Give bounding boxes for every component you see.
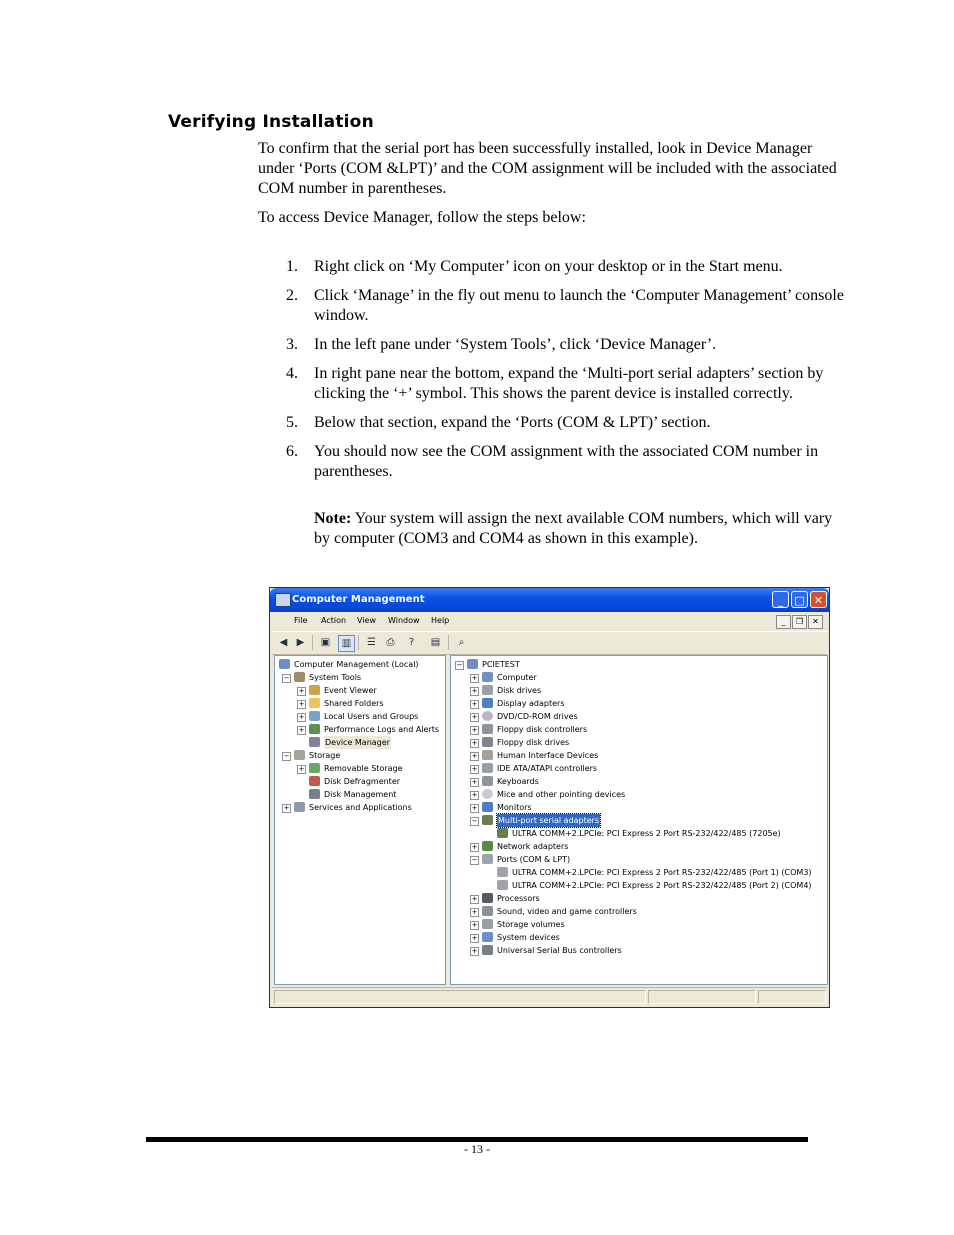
tree-item-label: Human Interface Devices xyxy=(497,751,599,760)
device-manager-icon xyxy=(309,737,320,747)
tree-item-label: ULTRA COMM+2.LPCIe: PCI Express 2 Port RS-232/422/485 (7205e) xyxy=(512,829,781,838)
port-icon xyxy=(497,880,508,890)
expand-icon[interactable]: + xyxy=(471,778,478,786)
computer-management-window xyxy=(269,587,830,1008)
tree-item-label: Sound, video and game controllers xyxy=(497,907,637,916)
print-icon[interactable]: ⎙ xyxy=(386,637,395,648)
services-icon xyxy=(294,802,305,812)
expand-icon[interactable]: + xyxy=(471,804,478,812)
list-item xyxy=(258,364,848,404)
access-paragraph: To access Device Manager, follow the steps below: xyxy=(258,209,586,226)
tree-item-label: Ports (COM & LPT) xyxy=(497,855,571,864)
tree-item-label: Keyboards xyxy=(497,777,539,786)
expand-icon[interactable]: + xyxy=(471,843,478,851)
storage-icon xyxy=(294,750,305,760)
note-text: Your system will assign the next available COM numbers, which will vary by computer (COM3 and COM4 as shown in this example). xyxy=(314,510,833,547)
tree-item-label: Floppy disk controllers xyxy=(497,725,588,734)
expand-icon[interactable]: + xyxy=(471,687,478,695)
note-paragraph xyxy=(314,509,849,549)
collapse-icon[interactable]: − xyxy=(471,856,478,864)
expand-icon[interactable]: + xyxy=(298,726,305,734)
serial-adapter-icon xyxy=(482,815,493,825)
properties-icon[interactable]: ☰ xyxy=(367,637,376,648)
close-button[interactable]: ✕ xyxy=(810,591,827,608)
mdi-controls xyxy=(776,615,823,629)
tree-item-label: Monitors xyxy=(497,803,532,812)
storage-volume-icon xyxy=(482,919,493,929)
list-item xyxy=(258,335,848,355)
collapse-icon[interactable]: − xyxy=(471,817,478,825)
computer-icon xyxy=(279,659,290,669)
expand-icon[interactable]: + xyxy=(471,934,478,942)
expand-icon[interactable]: + xyxy=(471,739,478,747)
disk-icon xyxy=(482,685,493,695)
toolbar xyxy=(272,631,827,655)
expand-icon[interactable]: + xyxy=(471,700,478,708)
step-text: Click ‘Manage’ in the fly out menu to launch the ‘Computer Management’ console window. xyxy=(314,287,844,324)
tree-item-label: DVD/CD-ROM drives xyxy=(497,712,578,721)
list-item xyxy=(258,413,848,433)
step-number: 6. xyxy=(286,443,298,460)
usb-icon xyxy=(482,945,493,955)
tree-item-label: Disk Management xyxy=(324,790,397,799)
steps-list xyxy=(258,257,848,491)
tree-item-label: Computer xyxy=(497,673,537,682)
mdi-minimize-button[interactable]: _ xyxy=(776,615,791,629)
tree-item-label: Removable Storage xyxy=(324,764,403,773)
title-bar xyxy=(270,588,829,612)
step-text: Right click on ‘My Computer’ icon on your desktop or in the Start menu. xyxy=(314,258,783,275)
collapse-icon[interactable]: − xyxy=(283,674,290,682)
tree-item-label: Computer Management (Local) xyxy=(294,660,419,669)
status-segment xyxy=(648,990,756,1004)
event-viewer-icon xyxy=(309,685,320,695)
users-icon xyxy=(309,711,320,721)
show-hide-pane-icon[interactable]: ▤ xyxy=(430,637,441,648)
port-icon xyxy=(497,867,508,877)
tree-item-label: Universal Serial Bus controllers xyxy=(497,946,622,955)
computer-management-icon xyxy=(275,593,291,607)
dvd-icon xyxy=(482,711,493,721)
step-number: 2. xyxy=(286,287,298,304)
serial-adapter-icon xyxy=(497,828,508,838)
page-number: - 13 - xyxy=(464,1142,490,1156)
status-segment xyxy=(274,990,646,1004)
expand-icon[interactable]: + xyxy=(471,895,478,903)
tree-item-label: Multi-port serial adapters xyxy=(498,816,600,825)
tools-icon xyxy=(294,672,305,682)
status-bar xyxy=(272,987,827,1005)
tree-item-label: PCIETEST xyxy=(482,660,520,669)
show-hide-tree-icon[interactable]: ▥ xyxy=(338,635,355,652)
menu-help[interactable]: Help xyxy=(431,616,450,625)
expand-icon[interactable]: + xyxy=(471,921,478,929)
keyboard-icon xyxy=(482,776,493,786)
tree-item-label: Floppy disk drives xyxy=(497,738,570,747)
collapse-icon[interactable]: − xyxy=(283,752,290,760)
menu-action[interactable]: Action xyxy=(321,616,347,625)
step-number: 1. xyxy=(286,258,298,275)
tree-item-label: Mice and other pointing devices xyxy=(497,790,626,799)
scan-hardware-icon[interactable]: ⌕ xyxy=(458,637,465,648)
computer-icon xyxy=(467,659,478,669)
expand-icon[interactable]: + xyxy=(471,908,478,916)
expand-icon[interactable]: + xyxy=(471,752,478,760)
disk-management-icon xyxy=(309,789,320,799)
step-text: Below that section, expand the ‘Ports (COM & LPT)’ section. xyxy=(314,414,711,431)
tree-item-label: Device Manager xyxy=(325,738,390,747)
menu-bar xyxy=(272,612,827,630)
expand-icon[interactable]: + xyxy=(471,791,478,799)
back-icon[interactable]: ◀ xyxy=(279,637,288,648)
expand-icon[interactable]: + xyxy=(283,804,290,812)
mdi-close-button[interactable]: ✕ xyxy=(808,615,823,629)
expand-icon[interactable]: + xyxy=(471,726,478,734)
console-tree-pane xyxy=(274,655,446,985)
list-item xyxy=(258,442,848,482)
list-item xyxy=(258,286,848,326)
step-text: You should now see the COM assignment with the associated COM number in parentheses. xyxy=(314,443,819,480)
step-number: 5. xyxy=(286,414,298,431)
step-text: In the left pane under ‘System Tools’, click ‘Device Manager’. xyxy=(314,336,717,353)
computer-icon xyxy=(482,672,493,682)
intro-paragraph: To confirm that the serial port has been successfully installed, look in Device Manager under ‘Ports (COM &LPT)’ and the COM assignment will be included with the associated COM number in parentheses. xyxy=(258,140,837,197)
port-icon xyxy=(482,854,493,864)
list-item xyxy=(258,257,848,277)
maximize-button[interactable]: □ xyxy=(791,591,808,608)
processor-icon xyxy=(482,893,493,903)
expand-icon[interactable]: + xyxy=(471,765,478,773)
device-tree-pane xyxy=(450,655,828,985)
expand-icon[interactable]: + xyxy=(471,947,478,955)
expand-icon[interactable]: + xyxy=(298,765,305,773)
toolbar-divider xyxy=(358,635,359,650)
expand-icon[interactable]: + xyxy=(471,713,478,721)
expand-icon[interactable]: + xyxy=(471,674,478,682)
mdi-restore-button[interactable]: ❐ xyxy=(792,615,807,629)
tree-item-label: Processors xyxy=(497,894,540,903)
tree-item-label: Storage xyxy=(309,751,341,760)
tree-item-label: Network adapters xyxy=(497,842,569,851)
minimize-button[interactable]: _ xyxy=(772,591,789,608)
tree-item-label: Storage volumes xyxy=(497,920,565,929)
tree-item-label: Event Viewer xyxy=(324,686,377,695)
menu-window[interactable]: Window xyxy=(388,616,420,625)
menu-file[interactable]: File xyxy=(294,616,308,625)
tree-item-label: Performance Logs and Alerts xyxy=(324,725,440,734)
step-number: 4. xyxy=(286,365,298,382)
tree-item-label: Disk Defragmenter xyxy=(324,777,401,786)
tree-item-label: Display adapters xyxy=(497,699,565,708)
forward-icon[interactable]: ▶ xyxy=(296,637,305,648)
tree-item-label: IDE ATA/ATAPI controllers xyxy=(497,764,598,773)
mouse-icon xyxy=(482,789,493,799)
collapse-icon[interactable]: − xyxy=(456,661,463,669)
note-label: Note: xyxy=(314,510,352,527)
hid-icon xyxy=(482,750,493,760)
network-icon xyxy=(482,841,493,851)
toolbar-divider xyxy=(448,635,449,650)
section-heading: Verifying Installation xyxy=(168,112,374,132)
tree-item-label: Services and Applications xyxy=(309,803,412,812)
tree-item-label: System devices xyxy=(497,933,560,942)
expand-icon[interactable]: + xyxy=(298,687,305,695)
tree-item-label: Shared Folders xyxy=(324,699,384,708)
expand-icon[interactable]: + xyxy=(298,700,305,708)
performance-icon xyxy=(309,724,320,734)
up-folder-icon[interactable]: ▣ xyxy=(320,637,331,648)
ide-icon xyxy=(482,763,493,773)
status-segment xyxy=(758,990,826,1004)
help-icon[interactable]: ? xyxy=(408,637,415,648)
step-number: 3. xyxy=(286,336,298,353)
tree-item-label: Local Users and Groups xyxy=(324,712,419,721)
removable-storage-icon xyxy=(309,763,320,773)
system-devices-icon xyxy=(482,932,493,942)
monitor-icon xyxy=(482,802,493,812)
defrag-icon xyxy=(309,776,320,786)
toolbar-divider xyxy=(312,635,313,650)
floppy-controller-icon xyxy=(482,724,493,734)
floppy-icon xyxy=(482,737,493,747)
tree-item-label: ULTRA COMM+2.LPCIe: PCI Express 2 Port RS-232/422/485 (Port 1) (COM3) xyxy=(512,868,812,877)
folder-icon xyxy=(309,698,320,708)
window-title: Computer Management xyxy=(292,594,425,605)
expand-icon[interactable]: + xyxy=(298,713,305,721)
tree-item-label: System Tools xyxy=(309,673,362,682)
tree-item-label: Disk drives xyxy=(497,686,542,695)
tree-item-label: ULTRA COMM+2.LPCIe: PCI Express 2 Port RS-232/422/485 (Port 2) (COM4) xyxy=(512,881,812,890)
display-icon xyxy=(482,698,493,708)
step-text: In right pane near the bottom, expand the ‘Multi-port serial adapters’ section by clicking the ‘+’ symbol. This shows the parent device is installed correctly. xyxy=(314,365,824,402)
menu-view[interactable]: View xyxy=(357,616,376,625)
sound-icon xyxy=(482,906,493,916)
